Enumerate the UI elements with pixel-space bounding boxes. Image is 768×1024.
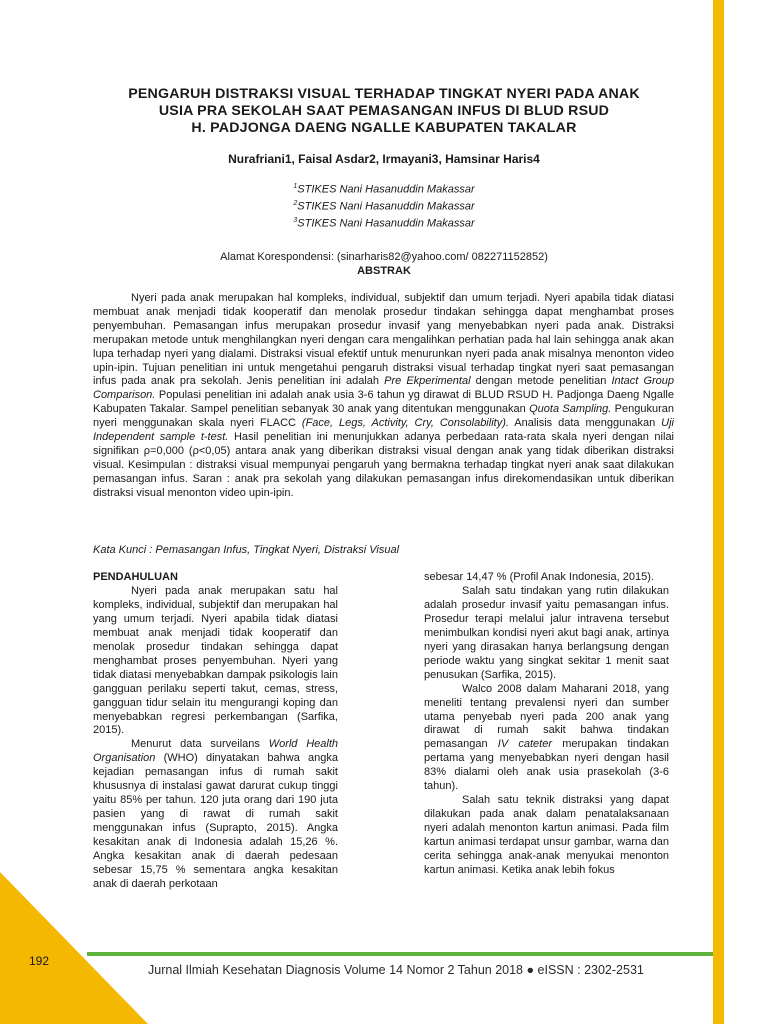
affiliation: $^1$STIKES Nani Hasanuddin Makassar [293, 183, 475, 196]
title-line: USIA PRA SEKOLAH SAAT PEMASANGAN INFUS DI BLUD RSUD [158, 103, 610, 119]
paragraph: Menurut data surveilans World Health Organisation (WHO) dinyatakan bahwa angka kejadian pemasangan infus di rumah sakit khususnya di instalasi gawat darurat cukup tinggi yaitu 85% per tahun. 120 juta orang dari 190 juta pasien yang di rawat di rumah sakit menggunakan infus (Suprapto, 2015). Angka kesakitan anak di Indonesia adalah 15,26 %. Angka kesakitan anak di daerah pedesaan sebesar 15,75 % sementara angka kesakitan anak di daerah perkotaan [93, 738, 339, 890]
keywords: Kata Kunci : Pemasangan Infus, Tingkat Nyeri, Distraksi Visual [93, 544, 400, 556]
footer-rule [87, 952, 713, 956]
journal-footer [148, 963, 644, 977]
title-line: PENGARUH DISTRAKSI VISUAL TERHADAP TINGKAT NYERI PADA ANAK [128, 86, 640, 102]
paragraph: Salah satu tindakan yang rutin dilakukan adalah prosedur invasif yaitu pemasangan infus. Prosedur terapi melalui jalur intravena tersebut menimbulkan kondisi nyeri akut bagi anak, artinya nyeri yang dirasakan hanya berlangsung dengan periode waktu yang singkat sekitar 1 menit saat penusukan (Sarfika, 2015). [424, 584, 669, 681]
correspondence-address: Alamat Korespondensi: (sinarharis82@yahoo.com/ 082271152852) [220, 251, 548, 263]
section-heading: PENDAHULUAN [93, 571, 178, 583]
paragraph: Nyeri pada anak merupakan satu hal kompleks, individual, subjektif dan merupakan hal yang umum terjadi. Nyeri apabila tidak diatasi membuat anak menjadi tidak kooperatif dan menolak prosedur tindakan sehingga dapat menghambat proses penyembuhan. Nyeri yang tidak diatasi menyebabkan dampak psikologis lain gangguan perilaku seperti takut, cemas, stress, gangguan tidur selain itu mengurangi koping dan menyebabkan regresi perkembangan (Sarfika, 2015). [93, 584, 338, 737]
paragraph: Salah satu teknik distraksi yang dapat dilakukan pada anak dalam penatalaksanaan nyeri adalah menonton kartun animasi. Pada film kartun animasi terdapat unsur gambar, warna dan cerita sehingga anak-anak menyukai menonton kartun animasi. Ketika anak lebih fokus [424, 794, 669, 877]
paragraph: sebesar 14,47 % (Profil Anak Indonesia, 2015). [424, 571, 654, 583]
right-column [424, 571, 669, 878]
paper-title [90, 86, 678, 137]
author-list: Nurafriani1, Faisal Asdar2, Irmayani3, Hamsinar Haris4 [228, 152, 540, 166]
title-line: H. PADJONGA DAENG NGALLE KABUPATEN TAKALAR [191, 120, 577, 136]
page-number: 192 [29, 954, 50, 968]
abstract-heading: ABSTRAK [357, 265, 411, 277]
affiliations [90, 180, 678, 231]
left-column [93, 571, 338, 892]
affiliation: $^3$STIKES Nani Hasanuddin Makassar [293, 217, 475, 230]
journal-name: Jurnal Ilmiah Kesehatan Diagnosis Volume 14 Nomor 2 Tahun 2018 [148, 963, 523, 977]
bullet-icon: ● [526, 963, 535, 977]
paragraph: Walco 2008 dalam Maharani 2018, yang meneliti tentang prevalensi nyeri dan sumber utama penyebab nyeri pada 200 anak yang dirawat di rumah sakit bahwa tindakan pemasangan IV cateter merupakan tindakan pertama yang menyebabkan nyeri dengan hasil 83% dialami oleh anak usia prasekolah (3-6 tahun). [424, 682, 670, 793]
abstract-body: Nyeri pada anak merupakan hal kompleks, individual, subjektif dan umum terjadi. Nyeri apabila tidak diatasi membuat anak menjadi tidak kooperatif dan menolak prosedur tindakan sehingga dapat menghambat proses penyembuhan. Pemasangan infus merupakan prosedur invasif yang menyebabkan nyeri pada anak. Distraksi merupakan metode untuk menghilangkan nyeri dengan cara mengalihkan perhatian pada hal lain sehingga anak akan lupa terhadap nyeri yang dialami. Distraksi visual efektif untuk menurunkan nyeri pada anak misalnya menonton video upin-ipin. Tujuan penelitian ini untuk mengetahui pengaruh distraksi visual terhadap tingkat nyeri saat pemasangan infus pada anak pra sekolah. Jenis penelitian ini adalah Pre Ekperimental dengan metode penelitian Intact Group Comparison. Populasi penelitian ini adalah anak usia 3-6 tahun yg dirawat di BLUD RSUD H. Padjonga Daeng Ngalle Kabupaten Takalar. Sampel penelitian sebanyak 30 anak yang ditentukan menggunakan Quota Sampling. Pengukuran nyeri menggunakan skala nyeri FLACC (Face, Legs, Activity, Cry, Consolability). Analisis data menggunakan Uji Independent sample t-test. Hasil penelitian ini menunjukkan adanya perbedaan rata-rata skala nyeri dengan nilai signifikan ρ=0,000 (ρ<0,05) antara anak yang diberikan distraksi visual dengan anak yang tidak diberikan distraksi visual. Kesimpulan : distraksi visual mempunyai pengaruh yang bermakna terhadap tingkat nyeri anak saat dilakukan pemasangan infus. Saran : anak pra sekolah yang dilakukan pemasangan infus direkomendasikan untuk diberikan distraksi visual menonton video upin-ipin. [93, 292, 675, 499]
affiliation: $^2$STIKES Nani Hasanuddin Makassar [293, 200, 475, 213]
issn: eISSN : 2302-2531 [537, 963, 644, 977]
